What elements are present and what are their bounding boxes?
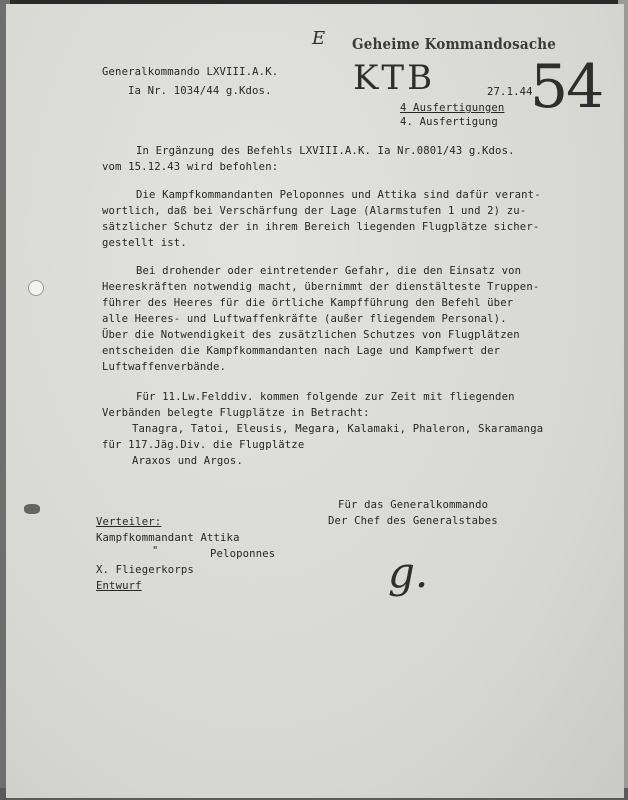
distribution-ditto: ": [152, 545, 159, 557]
signature-line-2: Der Chef des Generalstabes: [328, 515, 498, 527]
para2-line-3: führer des Heeres für die örtliche Kampfführung den Befehl über: [102, 297, 514, 309]
para2-line-2: Heereskräften notwendig macht, übernimmt der dienstälteste Truppen-: [102, 281, 540, 293]
para2-line-4: alle Heeres- und Luftwaffenkräfte (außer fliegendem Personal).: [102, 313, 507, 325]
handwritten-ktb: KTB: [353, 58, 436, 98]
para1-line-4: gestellt ist.: [102, 237, 187, 249]
para1-line-3: sätzlicher Schutz der in ihrem Bereich liegenden Flugplätze sicher-: [102, 221, 540, 233]
classification-stamp: Geheime Kommandosache: [352, 35, 557, 53]
handwritten-letter-e: E: [312, 28, 326, 49]
punch-hole-top: [28, 280, 44, 296]
para3-line-1: Für 11.Lw.Felddiv. kommen folgende zur Zeit mit fliegenden: [136, 391, 515, 403]
distribution-peloponnes: Peloponnes: [210, 548, 276, 560]
intro-line-2: vom 15.12.43 wird befohlen:: [102, 161, 279, 173]
para2-line-1: Bei drohender oder eintretender Gefahr, die den Einsatz von: [136, 265, 522, 277]
unit-name: Generalkommando LXVIII.A.K.: [102, 66, 279, 78]
distribution-heading: Verteiler:: [96, 516, 162, 528]
para2-line-7: Luftwaffenverbände.: [102, 361, 227, 373]
para3-line-2: Verbänden belegte Flugplätze in Betracht:: [102, 407, 370, 419]
copy-number: 4. Ausfertigung: [400, 116, 498, 128]
para3-line-5: Araxos und Argos.: [132, 455, 243, 467]
handwritten-page-number: 54: [530, 52, 603, 122]
para3-line-4: für 117.Jäg.Div. die Flugplätze: [102, 439, 305, 451]
distribution-line-1: Kampfkommandant Attika: [96, 532, 240, 544]
para1-line-2: wortlich, daß bei Verschärfung der Lage (Alarmstufen 1 und 2) zu-: [102, 205, 527, 217]
punch-hole-bottom: [24, 504, 40, 514]
distribution-line-3: X. Fliegerkorps: [96, 564, 194, 576]
signature-line-1: Für das Generalkommando: [338, 499, 489, 511]
para2-line-5: Über die Notwendigkeit des zusätzlichen Schutzes von Flugplätzen: [102, 329, 520, 341]
document-date: 27.1.44: [487, 86, 533, 98]
para2-line-6: entscheiden die Kampfkommandanten nach Lage und Kampfwert der: [102, 345, 501, 357]
handwritten-initial: g.: [388, 548, 429, 597]
intro-line-1: In Ergänzung des Befehls LXVIII.A.K. Ia Nr.0801/43 g.Kdos.: [136, 145, 515, 157]
para1-line-1: Die Kampfkommandanten Peloponnes und Attika sind dafür verant-: [136, 189, 541, 201]
airfield-list: Tanagra, Tatoi, Eleusis, Megara, Kalamaki, Phaleron, Skaramanga: [132, 423, 544, 435]
reference-number: Ia Nr. 1034/44 g.Kdos.: [128, 85, 272, 97]
distribution-line-4: Entwurf: [96, 580, 142, 592]
copies-count: 4 Ausfertigungen: [400, 102, 505, 114]
